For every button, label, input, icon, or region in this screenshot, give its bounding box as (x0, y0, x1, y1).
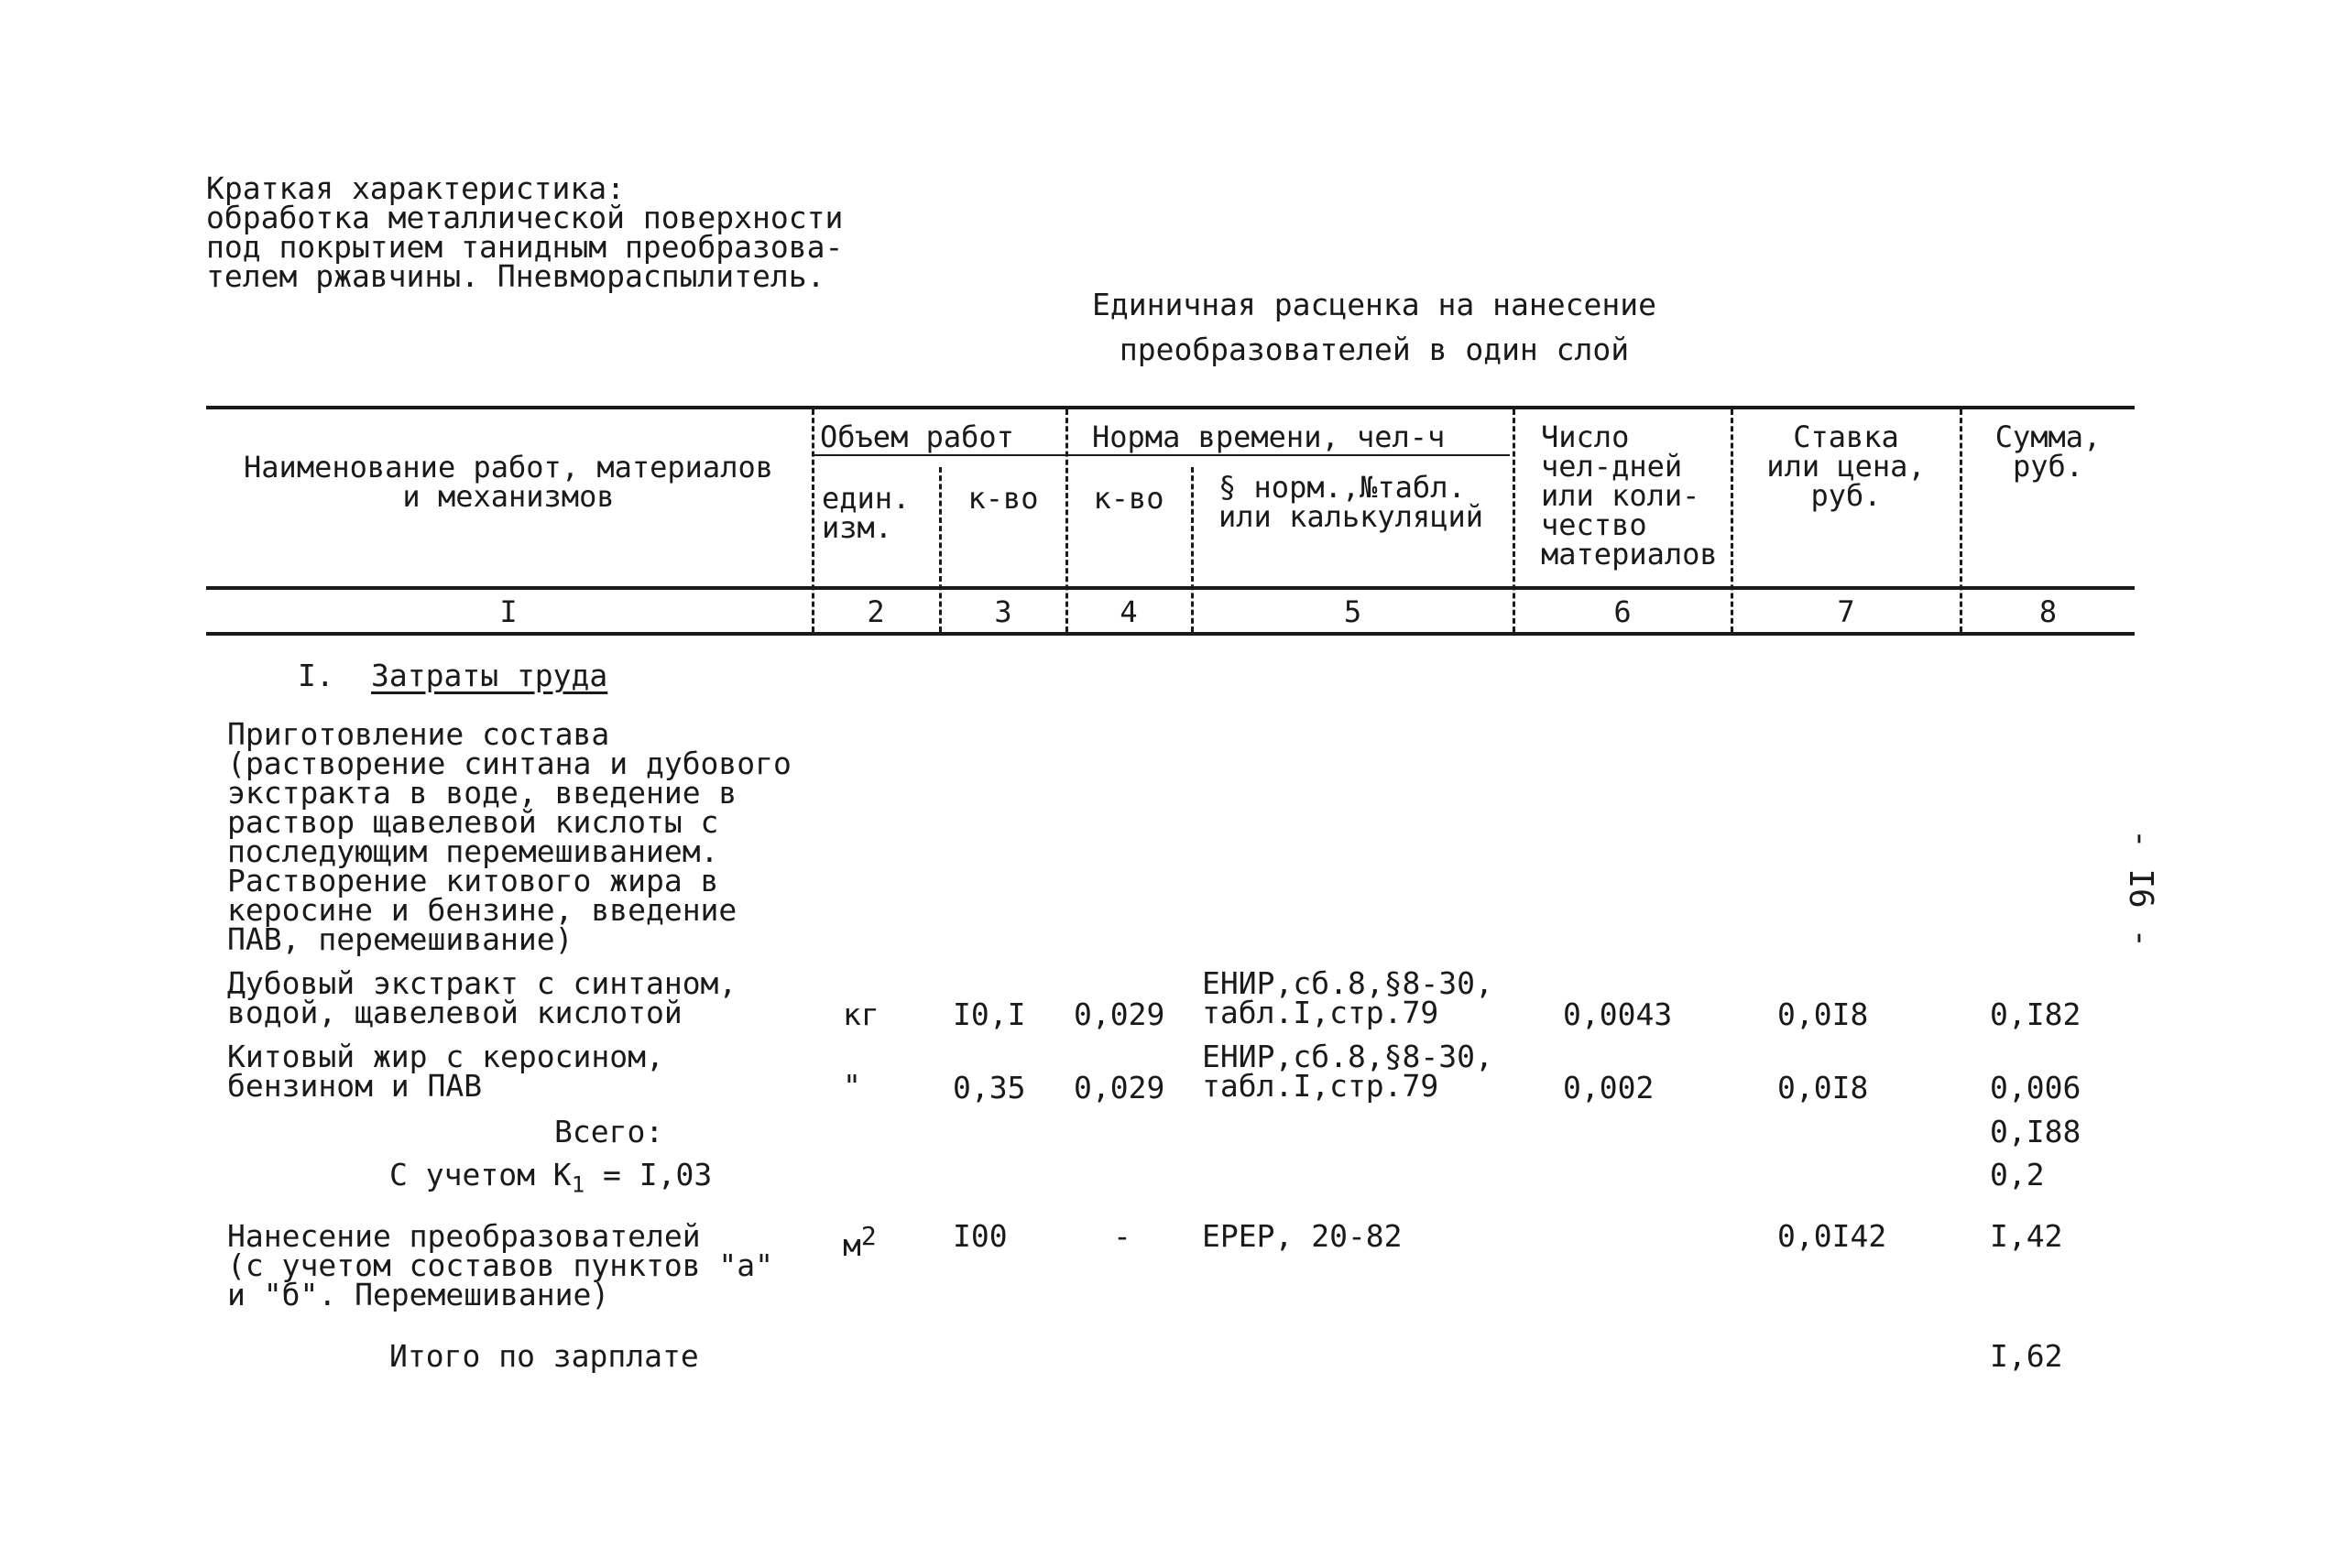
row-apply-ref: ЕРЕР, 20-82 (1202, 1218, 1403, 1254)
header-norm-group: Норма времени, чел-ч (1092, 419, 1446, 454)
col-number-4: 4 (1120, 594, 1138, 629)
header-rate: Ставка или цена, руб. (1766, 419, 1926, 513)
row-k1-value: = I,03 (584, 1157, 713, 1192)
col-number-3: 3 (994, 594, 1012, 629)
col-number-2: 2 (867, 594, 885, 629)
row-oak-ref: ЕНИР,сб.8,§8-30, табл.I,стр.79 (1202, 965, 1493, 1030)
col-number-1: I (499, 594, 518, 629)
table-top-rule (206, 406, 2135, 409)
row-oak-qty: I0,I (953, 996, 1026, 1032)
row-whale-qty: 0,35 (953, 1070, 1026, 1105)
title-line-1: Единичная расценка на нанесение (1092, 287, 1656, 322)
page-number: - I6 - (2122, 828, 2159, 949)
header-bottom-rule (206, 586, 2135, 590)
header-volume-group: Объем работ (820, 419, 1014, 454)
row-oak-mandays: 0,0043 (1563, 996, 1673, 1032)
row-oak-unit: кг (843, 996, 879, 1032)
row-whale-sum: 0,006 (1990, 1070, 2081, 1105)
header-unit: един. изм. (822, 481, 911, 545)
row-oak-name: Дубовый экстракт с синтаном, водой, щавелевой кислотой (227, 965, 737, 1030)
row-oak-norm: 0,029 (1074, 996, 1165, 1032)
section-number: I. (298, 658, 334, 693)
header-norm-ref: § норм.,№табл. или калькуляций (1218, 470, 1483, 534)
section-title: Затраты труда (371, 658, 608, 693)
row-apply-unit-text: м (843, 1227, 861, 1263)
row-apply-sum: I,42 (1990, 1218, 2063, 1254)
col-number-8: 8 (2038, 594, 2058, 629)
norm-group-rule (1068, 454, 1510, 456)
row-k1-sum: 0,2 (1990, 1157, 2045, 1192)
col-number-6: 6 (1613, 594, 1632, 629)
row-oak-sum: 0,I82 (1990, 996, 2081, 1032)
row-whale-ref: ЕНИР,сб.8,§8-30, табл.I,стр.79 (1202, 1039, 1493, 1104)
row-apply-unit (843, 1221, 877, 1263)
row-apply-norm: - (1113, 1218, 1131, 1254)
row-apply-qty: I00 (953, 1218, 1008, 1254)
row-k1-subscript: 1 (571, 1171, 585, 1198)
volume-group-rule (814, 454, 1066, 456)
row-whale-mandays: 0,002 (1563, 1070, 1655, 1105)
row-whale-norm: 0,029 (1074, 1070, 1165, 1105)
intro-body: обработка металлической поверхности под покрытием танидным преобразова- телем ржавчины. Пневмораспылитель. (206, 200, 844, 294)
row-salary-sum: I,62 (1990, 1338, 2063, 1374)
header-name: Наименование работ, материалов и механизмов (244, 450, 773, 514)
row-apply-name: Нанесение преобразователей (с учетом составов пунктов "а" и "б". Перемешивание) (227, 1218, 774, 1312)
row-whale-rate: 0,0I8 (1777, 1070, 1869, 1105)
intro-heading: Краткая характеристика: (206, 170, 625, 206)
row-total-sum: 0,I88 (1990, 1114, 2081, 1149)
row-apply-rate: 0,0I42 (1777, 1218, 1887, 1254)
col-number-7: 7 (1837, 594, 1855, 629)
row-k1-label (389, 1157, 713, 1200)
row-k1-text: С учетом К (389, 1157, 572, 1192)
row-whale-name: Китовый жир с керосином, бензином и ПАВ (227, 1039, 664, 1104)
header-mandays: Число чел-дней или коли- чество материалов (1541, 419, 1718, 572)
title-line-2: преобразователей в один слой (1119, 332, 1630, 367)
header-sum: Сумма, руб. (1994, 419, 2102, 484)
row-salary-label: Итого по зарплате (389, 1338, 699, 1374)
header-volume-qty: к-во (967, 481, 1039, 516)
col-number-5: 5 (1343, 594, 1362, 629)
row-total-label: Всего: (554, 1114, 664, 1149)
row-prep-name: Приготовление состава (растворение синтана и дубового экстракта в воде, введение в раствор щавелевой кислоты с последующим перемешиванием. Растворение китового жира в керосине и бензине, введение ПАВ, перемешивание) (227, 716, 792, 957)
row-whale-unit: " (843, 1068, 861, 1104)
row-apply-unit-sup: 2 (860, 1221, 877, 1251)
row-oak-rate: 0,0I8 (1777, 996, 1869, 1032)
header-norm-qty: к-во (1093, 481, 1164, 516)
numbers-bottom-rule (206, 632, 2135, 636)
